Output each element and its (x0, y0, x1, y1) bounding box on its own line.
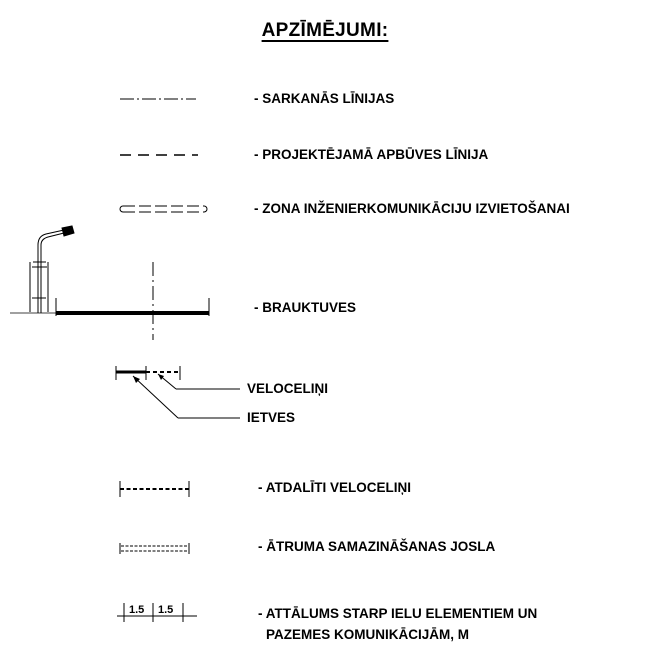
dimension-value-2: 1.5 (158, 604, 174, 616)
legend-label-distance-1: - ATTĀLUMS STARP IELU ELEMENTIEM UN (258, 606, 538, 621)
legend-label-carriageways: - BRAUKTUVES (254, 300, 357, 315)
utility-zone-symbol (120, 206, 207, 212)
cycle-sidewalk-symbol (116, 366, 240, 418)
legend-label-utility-zone: - ZONA INŽENIERKOMUNIKĀCIJU IZVIETOŠANAI (254, 201, 570, 216)
legend-title: APZĪMĒJUMI: (261, 20, 389, 41)
legend-label-red-lines: - SARKANĀS LĪNIJAS (254, 91, 395, 106)
legend-label-speed-reduction-strip: - ĀTRUMA SAMAZINĀŠANAS JOSLA (258, 539, 496, 554)
speed-reduction-strip-symbol (120, 543, 189, 554)
legend-label-separated-cycle-lanes: - ATDALĪTI VELOCELIŅI (258, 480, 411, 495)
legend-label-building-line: - PROJEKTĒJAMĀ APBŪVES LĪNIJA (254, 147, 489, 162)
carriageway-symbol (10, 226, 209, 340)
street-lamp-icon (30, 226, 74, 313)
legend-label-distance-2: PAZEMES KOMUNIKĀCIJĀM, M (266, 627, 470, 642)
separated-cycle-lanes-symbol (120, 481, 189, 497)
dimension-value-1: 1.5 (129, 604, 145, 616)
legend-label-cycle-lanes: VELOCELIŅI (247, 381, 329, 396)
legend-label-sidewalks: IETVES (247, 410, 296, 425)
